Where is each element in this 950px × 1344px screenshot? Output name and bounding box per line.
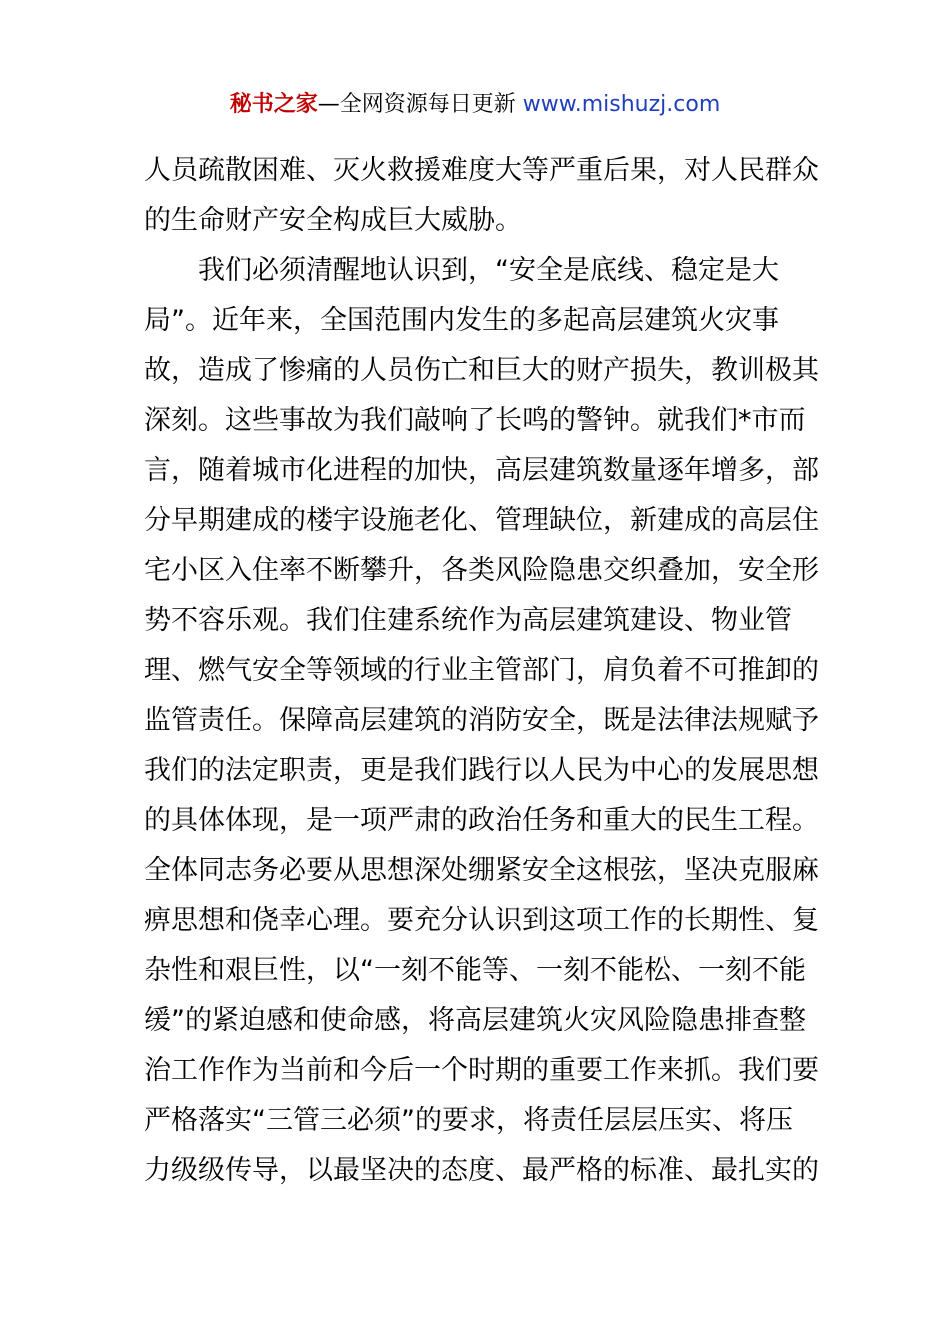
site-url-link[interactable]: www.mishuzj.com <box>522 92 721 117</box>
text-line: 我们必须清醒地认识到，“安全是底线、稳定是大 <box>144 255 779 286</box>
text-line: 全体同志务必要从思想深处绷紧安全这根弦，坚决克服麻 <box>144 855 819 886</box>
text-line: 缓”的紧迫感和使命感，将高层建筑火灾风险隐患排查整 <box>144 1005 806 1036</box>
document-body <box>144 146 819 1196</box>
text-line: 理、燃气安全等领域的行业主管部门，肩负着不可推卸的 <box>144 655 819 686</box>
text-line: 人员疏散困难、灭火救援难度大等严重后果，对人民群众 <box>144 155 819 186</box>
text-line: 杂性和艰巨性，以“一刻不能等、一刻不能松、一刻不能 <box>144 955 806 986</box>
text-line: 治工作作为当前和今后一个时期的重要工作来抓。我们要 <box>144 1055 819 1086</box>
text-line: 故，造成了惨痛的人员伤亡和巨大的财产损失，教训极其 <box>144 355 819 386</box>
text-line: 势不容乐观。我们住建系统作为高层建筑建设、物业管 <box>144 605 792 636</box>
text-line: 言，随着城市化进程的加快，高层建筑数量逐年增多，部 <box>144 455 819 486</box>
text-line: 力级级传导，以最坚决的态度、最严格的标准、最扎实的 <box>144 1155 819 1186</box>
header-tagline: —全网资源每日更新 <box>317 92 523 117</box>
text-line: 分早期建成的楼宇设施老化、管理缺位，新建成的高层住 <box>144 505 819 536</box>
text-line: 深刻。这些事故为我们敲响了长鸣的警钟。就我们*市而 <box>144 405 806 436</box>
text-line: 监管责任。保障高层建筑的消防安全，既是法律法规赋予 <box>144 705 819 736</box>
brand-name: 秘书之家 <box>229 92 318 117</box>
text-line: 的生命财产安全构成巨大威胁。 <box>144 205 522 236</box>
text-line: 痹思想和侥幸心理。要充分认识到这项工作的长期性、复 <box>144 905 819 936</box>
text-line: 局”。近年来，全国范围内发生的多起高层建筑火灾事 <box>144 305 779 336</box>
site-header <box>0 90 950 120</box>
text-line: 的具体体现，是一项严肃的政治任务和重大的民生工程。 <box>144 805 819 836</box>
text-line: 我们的法定职责，更是我们践行以人民为中心的发展思想 <box>144 755 819 786</box>
text-line: 严格落实“三管三必须”的要求，将责任层层压实、将压 <box>144 1105 793 1136</box>
text-line: 宅小区入住率不断攀升，各类风险隐患交织叠加，安全形 <box>144 555 819 586</box>
